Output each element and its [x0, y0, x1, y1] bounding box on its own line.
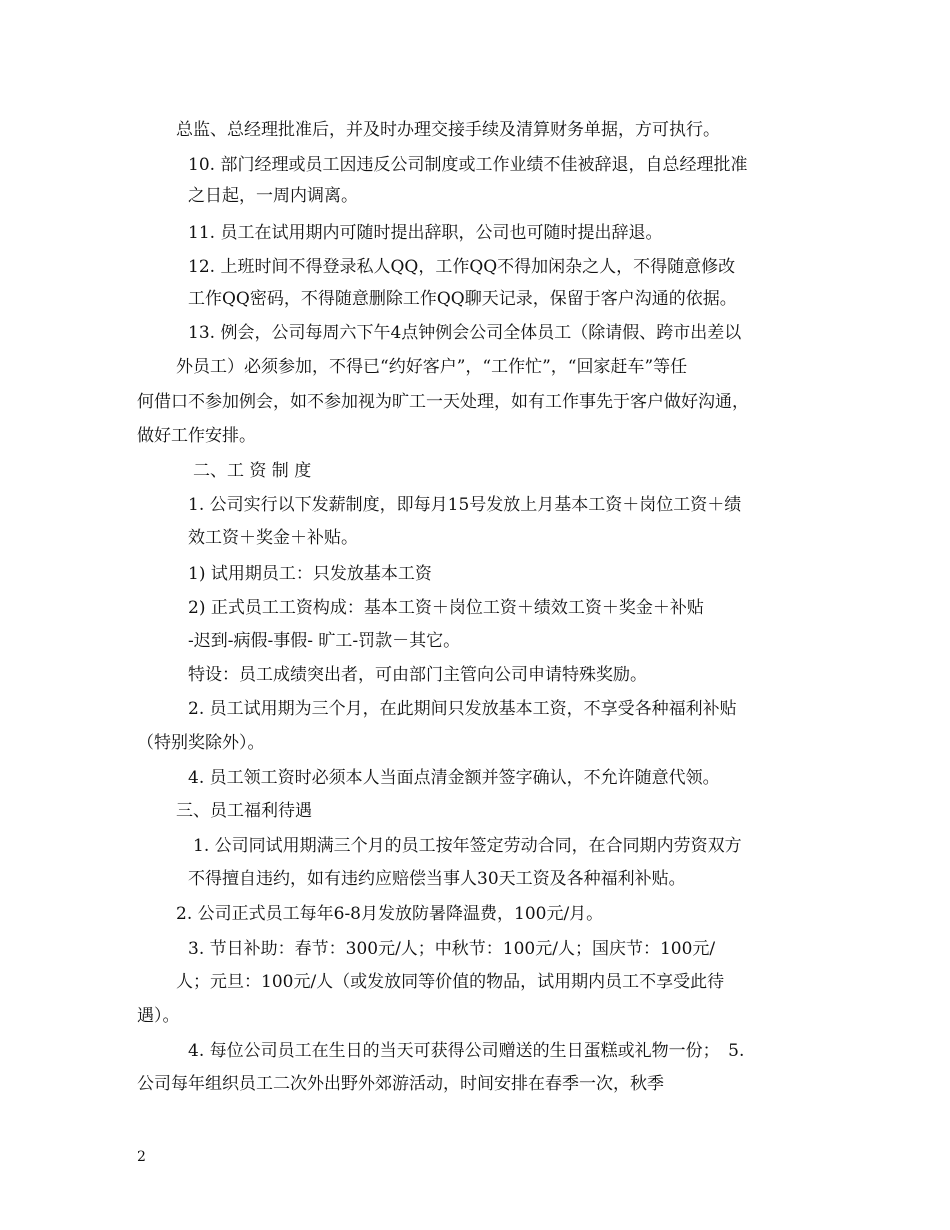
- paragraph-line: 不得擅自违约，如有违约应赔偿当事人30天工资及各种福利补贴。: [188, 869, 686, 889]
- paragraph-line: -迟到-病假-事假- 旷工-罚款－其它。: [188, 631, 461, 651]
- paragraph-line: 特设：员工成绩突出者，可由部门主管向公司申请特殊奖励。: [188, 665, 647, 685]
- paragraph-line: 4. 员工领工资时必须本人当面点清金额并签字确认，不允许随意代领。: [188, 768, 720, 788]
- paragraph-line: 13. 例会，公司每周六下午4点钟例会公司全体员工（除请假、跨市出差以: [188, 323, 742, 343]
- paragraph-line: 做好工作安排。: [137, 426, 256, 446]
- paragraph-line: 效工资＋奖金＋补贴。: [188, 528, 358, 548]
- paragraph-line: 工作QQ密码，不得随意删除工作QQ聊天记录，保留于客户沟通的依据。: [188, 289, 737, 309]
- paragraph-line: 3. 节日补助：春节：300元/人；中秋节：100元/人；国庆节：100元/: [188, 939, 716, 959]
- paragraph-line: 2. 员工试用期为三个月，在此期间只发放基本工资，不享受各种福利补贴: [188, 699, 737, 719]
- paragraph-line: （特别奖除外）。: [137, 733, 265, 753]
- paragraph-line: 1. 公司实行以下发薪制度，即每月15号发放上月基本工资＋岗位工资＋绩: [188, 495, 742, 515]
- paragraph-line: 1) 试用期员工：只发放基本工资: [188, 564, 432, 584]
- paragraph-line: 公司每年组织员工二次外出野外郊游活动，时间安排在春季一次，秋季: [137, 1074, 664, 1094]
- paragraph-line: 4. 每位公司员工在生日的当天可获得公司赠送的生日蛋糕或礼物一份； 5.: [188, 1041, 745, 1061]
- page-number: 2: [137, 1149, 146, 1165]
- paragraph-line: 遇）。: [137, 1006, 180, 1026]
- paragraph-line: 12. 上班时间不得登录私人QQ，工作QQ不得加闲杂之人，不得随意修改: [188, 257, 736, 277]
- paragraph-line: 2) 正式员工工资构成：基本工资＋岗位工资＋绩效工资＋奖金＋补贴: [188, 598, 704, 618]
- paragraph-line: 外员工）必须参加，不得已“约好客户”，“工作忙”，“回家赶车”等任: [176, 357, 688, 377]
- paragraph-line: 10. 部门经理或员工因违反公司制度或工作业绩不佳被辞退，自总经理批准: [188, 155, 748, 175]
- paragraph-line: 人；元旦：100元/人（或发放同等价值的物品，试用期内员工不享受此待: [176, 972, 725, 992]
- paragraph-line: 总监、总经理批准后，并及时办理交接手续及清算财务单据，方可执行。: [176, 120, 720, 140]
- paragraph-line: 11. 员工在试用期内可随时提出辞职，公司也可随时提出辞退。: [188, 223, 663, 243]
- paragraph-line: 何借口不参加例会，如不参加视为旷工一天处理，如有工作事先于客户做好沟通，: [137, 392, 749, 412]
- paragraph-line: 之日起，一周内调离。: [188, 186, 358, 206]
- paragraph-line: 1. 公司同试用期满三个月的员工按年签定劳动合同，在合同期内劳资双方: [193, 836, 742, 856]
- section-heading: 二、工 资 制 度: [193, 461, 312, 481]
- section-heading: 三、员工福利待遇: [176, 801, 312, 821]
- paragraph-line: 2. 公司正式员工每年6-8月发放防暑降温费，100元/月。: [176, 904, 604, 924]
